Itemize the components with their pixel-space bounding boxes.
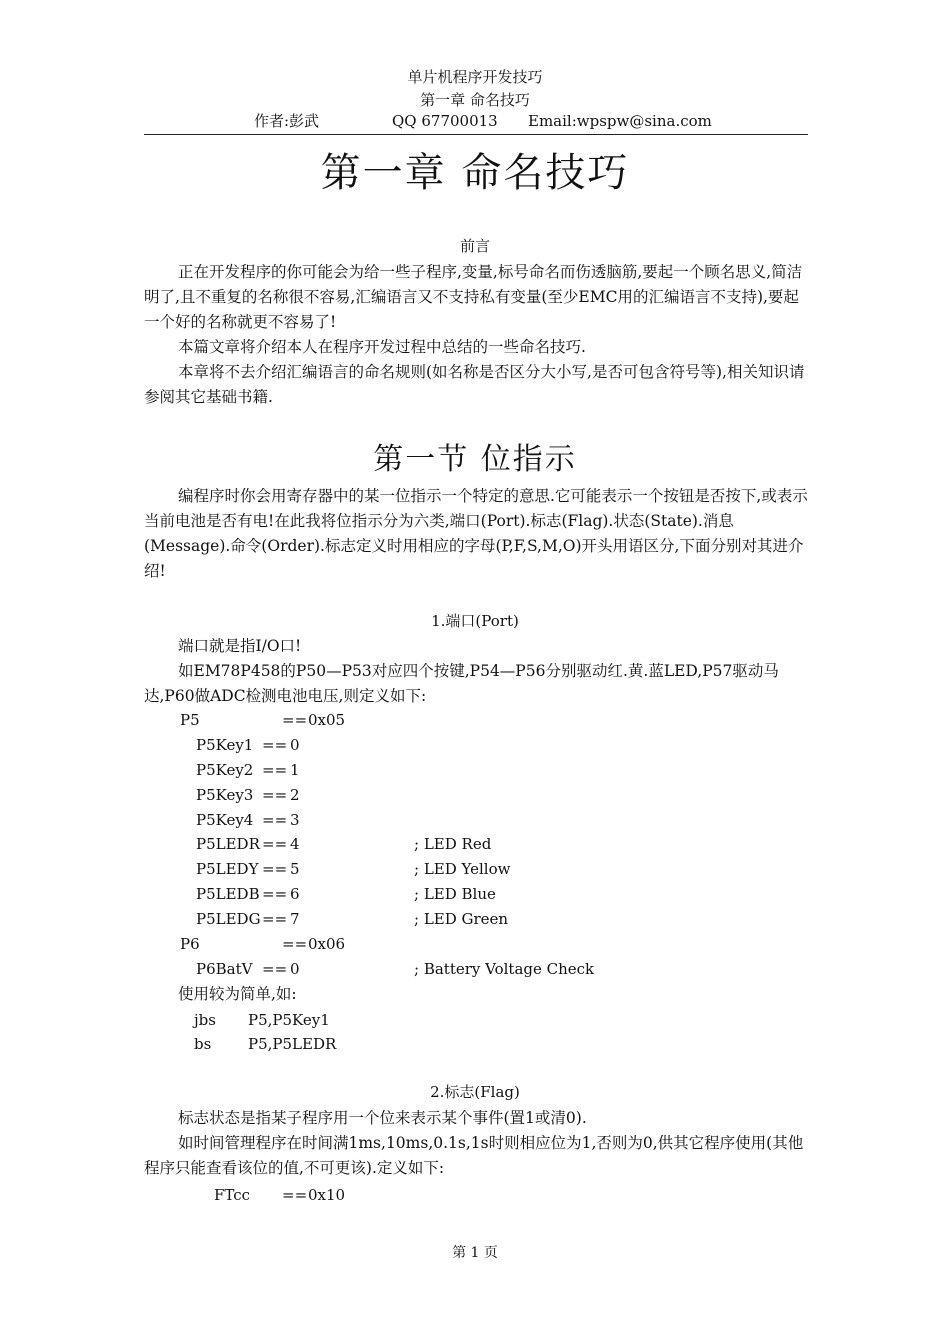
port-paragraph-1: 端口就是指I/O口!: [178, 637, 302, 655]
preface-paragraph-1: 正在开发程序的你可能会为给一些子程序,变量,标号命名而伤透脑筋,要起一个顾名思义,简洁明了,且不重复的名称很不容易,汇编语言又不支持私有变量(至少EMC用的汇编语言不支持),要起一个好的名称就更不容易了!: [144, 263, 803, 331]
email-contact: Email:wpspw@sina.com: [528, 112, 712, 130]
def-comment: ; LED Red: [414, 835, 492, 853]
flag-heading: 2.标志(Flag): [430, 1083, 520, 1101]
usage-label: 使用较为简单,如:: [178, 985, 297, 1003]
qq-contact: QQ 67700013: [392, 112, 498, 130]
book-title: 单片机程序开发技巧: [407, 68, 543, 86]
def-op: ==: [262, 960, 288, 978]
usage-arg: P5,P5Key1: [248, 1011, 330, 1029]
section-intro: 编程序时你会用寄存器中的某一位指示一个特定的意思.它可能表示一个按钮是否按下,或表示当前电池是否有电!在此我将位指示分为六类,端口(Port).标志(Flag).状态(State).消息(Message).命令(Order).标志定义时用相应的字母(P,F,S,M,O)开头用语区分,下面分别对其进介绍!: [144, 487, 808, 580]
def-value: 0x05: [308, 711, 346, 729]
author: 作者:彭武: [254, 112, 320, 130]
def-op: ==: [262, 910, 288, 928]
def-op: ==: [262, 761, 288, 779]
running-header: [0, 66, 950, 112]
def-comment: ; LED Yellow: [414, 860, 511, 878]
def-value: 0: [290, 736, 300, 754]
page-number: 第 1 页: [452, 1245, 498, 1261]
def-name: P5LEDB: [196, 885, 260, 903]
def-value: 5: [290, 860, 300, 878]
def-value: 3: [290, 811, 300, 829]
usage-op: jbs: [194, 1011, 216, 1029]
def-value: 0: [290, 960, 300, 978]
def-name: FTcc: [214, 1186, 251, 1204]
usage-arg: P5,P5LEDR: [248, 1035, 337, 1053]
def-name: P6BatV: [196, 960, 253, 978]
def-name: P6: [180, 935, 200, 953]
def-name: P5Key3: [196, 786, 254, 804]
def-comment: ; Battery Voltage Check: [414, 960, 595, 978]
def-name: P5: [180, 711, 200, 729]
def-op: ==: [262, 860, 288, 878]
header-chapter: 第一章 命名技巧: [420, 91, 530, 109]
def-name: P5LEDG: [196, 910, 261, 928]
def-value: 2: [290, 786, 300, 804]
def-op: ==: [282, 1186, 308, 1204]
def-value: 7: [290, 910, 300, 928]
def-comment: ; LED Green: [414, 910, 509, 928]
chapter-title: 第一章 命名技巧: [320, 150, 630, 196]
def-name: P5LEDY: [196, 860, 259, 878]
def-value: 4: [290, 835, 300, 853]
preface-paragraph-2: 本篇文章将介绍本人在程序开发过程中总结的一些命名技巧.: [178, 338, 586, 356]
def-name: P5Key2: [196, 761, 254, 779]
def-value: 0x06: [308, 935, 346, 953]
header-divider: [144, 134, 808, 135]
flag-paragraph-2: 如时间管理程序在时间满1ms,10ms,0.1s,1s时则相应位为1,否则为0,供其它程序使用(其他程序只能查看该位的值,不可更该).定义如下:: [144, 1134, 804, 1177]
def-name: P5LEDR: [196, 835, 260, 853]
port-paragraph-2: 如EM78P458的P50—P53对应四个按键,P54—P56分别驱动红.黄.蓝LED,P57驱动马达,P60做ADC检测电池电压,则定义如下:: [144, 662, 779, 705]
preface-paragraph-3: 本章将不去介绍汇编语言的命名规则(如名称是否区分大小写,是否可包含符号等),相关知识请参阅其它基础书籍.: [144, 363, 805, 406]
def-op: ==: [262, 736, 288, 754]
flag-paragraph-1: 标志状态是指某子程序用一个位来表示某个事件(置1或清0).: [178, 1109, 587, 1127]
def-value: 6: [290, 885, 300, 903]
port-heading: 1.端口(Port): [431, 612, 519, 630]
preface-heading: 前言: [459, 237, 490, 255]
def-op: ==: [282, 935, 308, 953]
def-op: ==: [282, 711, 308, 729]
def-op: ==: [262, 835, 288, 853]
def-name: P5Key4: [196, 811, 254, 829]
def-value: 1: [290, 761, 300, 779]
def-op: ==: [262, 885, 288, 903]
usage-op: bs: [194, 1035, 212, 1053]
def-value: 0x10: [308, 1186, 346, 1204]
def-comment: ; LED Blue: [414, 885, 496, 903]
def-name: P5Key1: [196, 736, 254, 754]
def-op: ==: [262, 786, 288, 804]
section-title: 第一节 位指示: [373, 442, 577, 477]
def-op: ==: [262, 811, 288, 829]
